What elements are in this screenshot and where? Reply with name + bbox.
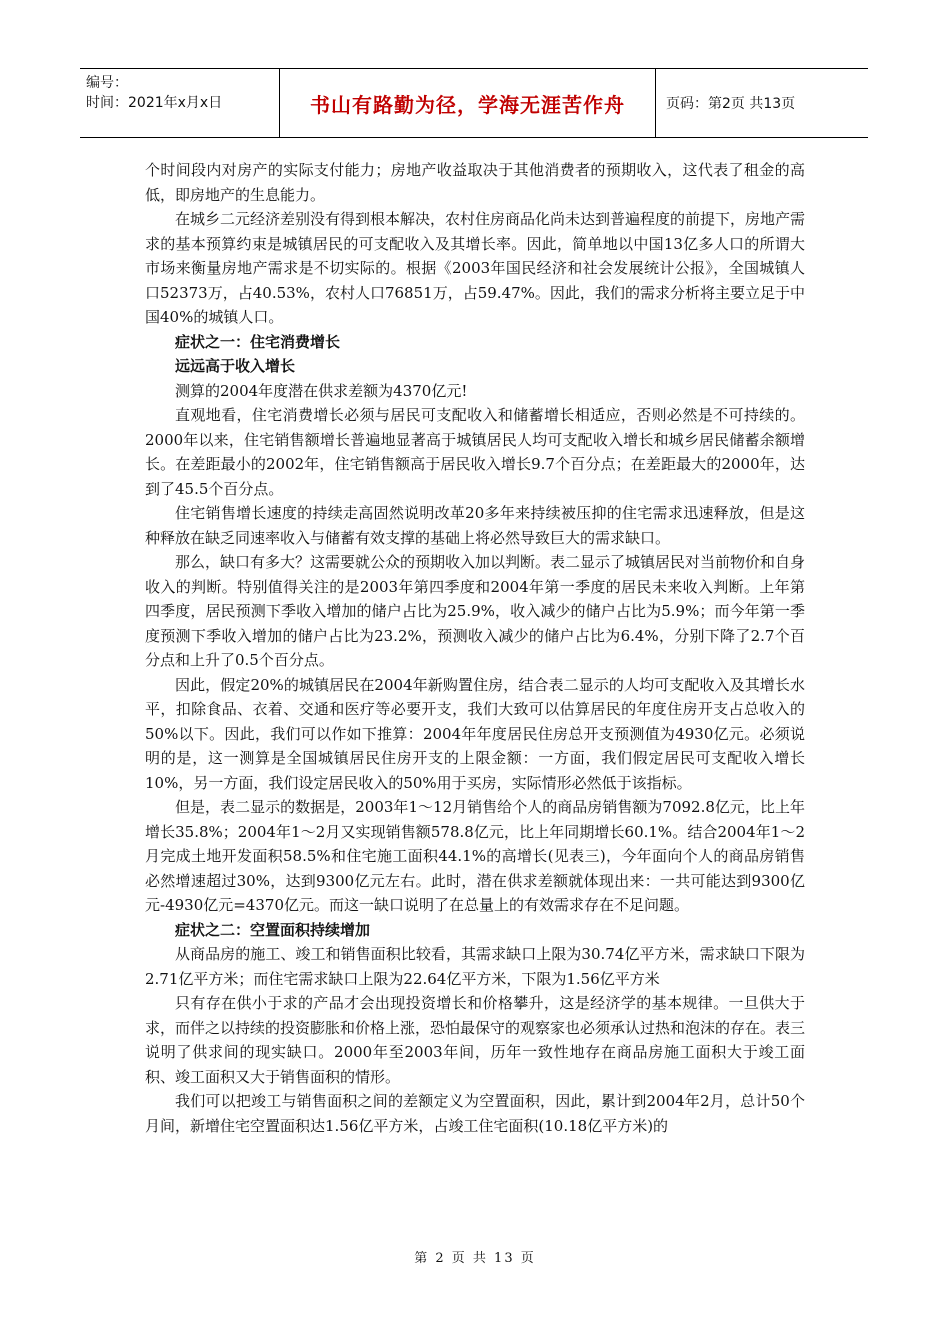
- code-label: 编号：: [86, 75, 128, 91]
- date-label: 时间：2021年x月x日: [86, 95, 223, 111]
- paragraph: 在城乡二元经济差别没有得到根本解决，农村住房商品化尚未达到普遍程度的前提下，房地产需求的基本预算约束是城镇居民的可支配收入及其增长率。因此，简单地以中国13亿多人口的所谓大市场来衡量房地产需求是不切实际的。根据《2003年国民经济和社会发展统计公报》，全国城镇人口52373万，占40.53%，农村人口76851万，占59.47%。因此，我们的需求分析将主要立足于中国40%的城镇人口。: [145, 210, 806, 326]
- paragraph: 从商品房的施工、竣工和销售面积比较看，其需求缺口上限为30.74亿平方米，需求缺口下限为2.71亿平方米；而住宅需求缺口上限为22.64亿平方米，下限为1.56亿平方米: [145, 945, 805, 988]
- paragraph: 只有存在供小于求的产品才会出现投资增长和价格攀升，这是经济学的基本规律。一旦供大于求，而伴之以持续的投资膨胀和价格上涨，恐怕最保守的观察家也必须承认过热和泡沫的存在。表三说明了供求间的现实缺口。2000年至2003年间，历年一致性地存在商品房施工面积大于竣工面积、竣工面积又大于销售面积的情形。: [145, 994, 806, 1086]
- page-footer: 第 2 页 共 13 页: [414, 1251, 536, 1266]
- paragraph: 直观地看，住宅消费增长必须与居民可支配收入和储蓄增长相适应，否则必然是不可持续的。2000年以来，住宅销售额增长普遍地显著高于城镇居民人均可支配收入增长和城乡居民储蓄余额增长。在差距最小的2002年，住宅销售额高于居民收入增长9.7个百分点；在差距最大的2000年，达到了45.5个百分点。: [145, 406, 805, 498]
- paragraph: 但是，表二显示的数据是，2003年1～12月销售给个人的商品房销售额为7092.8亿元，比上年增长35.8%；2004年1～2月又实现销售额578.8亿元，比上年同期增长60.1%。结合2004年1～2月完成土地开发面积58.5%和住宅施工面积44.1%的高增长(见表三)，今年面向个人的商品房销售必然增速超过30%，达到9300亿元左右。此时，潜在供求差额就体现出来：一共可能达到9300亿元-4930亿元=4370亿元。而这一缺口说明了在总量上的有效需求存在不足问题。: [145, 798, 805, 914]
- paragraph: 那么，缺口有多大？这需要就公众的预期收入加以判断。表二显示了城镇居民对当前物价和自身收入的判断。特别值得关注的是2003年第四季度和2004年第一季度的居民未来收入判断。上年第四季度，居民预测下季收入增加的储户占比为25.9%，收入减少的储户占比为5.9%；而今年第一季度预测下季收入增加的储户占比为23.2%，预测收入减少的储户占比为6.4%，分别下降了2.7个百分点和上升了0.5个百分点。: [145, 553, 806, 669]
- paragraph: 个时间段内对房产的实际支付能力；房地产收益取决于其他消费者的预期收入，这代表了租金的高低，即房地产的生息能力。: [145, 161, 805, 204]
- section-heading: 症状之二：空置面积持续增加: [175, 920, 371, 939]
- paragraph: 测算的2004年度潜在供求差额为4370亿元!: [175, 381, 468, 400]
- paragraph: 因此，假定20%的城镇居民在2004年新购置住房，结合表二显示的人均可支配收入及其增长水平，扣除食品、衣着、交通和医疗等必要开支，我们大致可以估算居民的年度住房开支占总收入的50%以下。因此，我们可以作如下推算：2004年年度居民住房总开支预测值为4930亿元。必须说明的是，这一测算是全国城镇居民住房开支的上限金额：一方面，我们假定居民可支配收入增长10%，另一方面，我们设定居民收入的50%用于买房，实际情形必然低于该指标。: [145, 675, 805, 792]
- section-subheading: 远远高于收入增长: [175, 357, 296, 375]
- section-heading: 症状之一：住宅消费增长: [175, 332, 341, 351]
- document-body: [145, 158, 805, 1138]
- header-left-cell: [80, 69, 280, 137]
- page-label: 页码：第2页 共13页: [666, 96, 796, 112]
- header-table: [80, 68, 868, 138]
- paragraph: 住宅销售增长速度的持续走高固然说明改革20多年来持续被压抑的住宅需求迅速释放，但是这种释放在缺乏同速率收入与储蓄有效支撑的基础上将必然导致巨大的需求缺口。: [145, 504, 805, 547]
- paragraph: 我们可以把竣工与销售面积之间的差额定义为空置面积，因此，累计到2004年2月，总计50个月间，新增住宅空置面积达1.56亿平方米，占竣工住宅面积(10.18亿平方米)的: [145, 1092, 805, 1135]
- motto: 书山有路勤为径，学海无涯苦作舟: [280, 69, 656, 137]
